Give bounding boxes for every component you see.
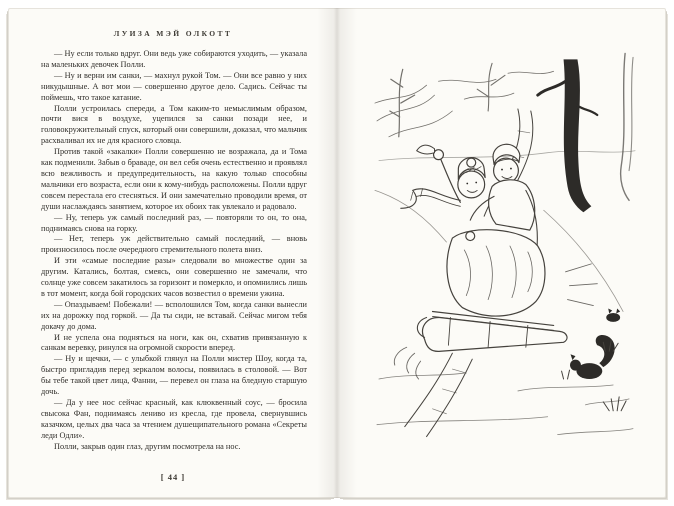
paragraph: И не успела она подняться на ноги, как он, схватив привязанную к санкам веревку, ринулся на огромной скорости вперед. [41,332,307,353]
paragraph: — Ну и верни им санки, — махнул рукой Том. — Они все равно у них никудышные. А вот мои — совершенно другое дело. Садись. Сейчас ты поймешь, что такое катание. [41,70,307,102]
snow-ground-icon [377,373,633,435]
children-sledding-illustration [369,37,639,455]
paragraph: — Да у нее нос сейчас красный, как клюквенный соус, — бросила свысока Фан, поднимаясь лениво из кресла, где провела, свернувшись казачком, целых два часа за чтением душещипательного романа «Секреты леди Одли». [41,398,307,440]
paragraph: — Ну, теперь уж самый последний раз, — повторяли то он, то она, поднимаясь снова на горку. [41,212,307,233]
sled-icon [417,312,567,352]
paragraph: Полли, закрыв один глаз, другим посмотрела на нос. [54,441,241,451]
squirrel-icon [570,309,620,379]
paragraph: — Ну и щечки, — с улыбкой глянул на Полли мистер Шоу, когда та, быстро пригладив перед зеркалом волосы, появилась в столовой. — Вот бы тебе такой цвет лица, Фанни, — перевел он глаза на бледную старшую дочь. [41,354,307,397]
illustration-container [369,37,639,455]
track-below-icon [405,353,473,436]
book-spread [8,8,666,498]
paragraph: И эти «самые последние разы» следовали во множестве один за другим. Катались, болтая, смеясь, они совершенно не замечали, что солнце уже совсем закатилось за горизонт и померкло, и опомнились лишь в тот момент, когда бой городских часов возвестил о времени ужина. [41,256,307,298]
paragraph: Полли устроилась спереди, а Том каким-то немыслимым образом, почти вися в воздухе, уцепился за санки позади нее, и головокружительный спуск, который они совершили, доказал, что мальчик расхваливал их не для красного словца. [41,103,307,146]
running-header: ЛУИЗА МЭЙ ОЛКОТТ [113,29,233,38]
paragraph: — Ну если только вдруг. Они ведь уже собираются уходить, — указала на маленьких девочек Полли. [41,49,307,69]
paragraph: — Нет, теперь уж действительно самый последний, — вновь произносилось после очередного стремительного полета вниз. [41,234,307,255]
right-page [337,8,666,498]
paragraph: — Опаздываем! Побежали! — всполошился Том, когда санки вынесли их на дорожку под горкой. — Да ты сиди, не вставай. Сейчас мигом тебя докачу до дома. [41,299,307,331]
left-page [8,8,337,498]
dark-tree-trunk-icon [538,53,633,212]
paragraph: Против такой «закалки» Полли совершенно не возражала, да и Тома как подменили. Забыв о браваде, он вел себя очень естественно и проявлял всю вежливость и предупредительность, на какую только способны мальчики его возраста, если они к кому-нибудь расположены. Полли вдруг совсем перестала его стесняться. И они замечательно проводили время, от души наслаждаясь занятием, которое их обоих так увлекало и радовало. [41,147,307,211]
text-block [41,49,307,463]
page-number: [ 44 ] [160,472,186,482]
children-on-sled-icon [401,144,545,316]
